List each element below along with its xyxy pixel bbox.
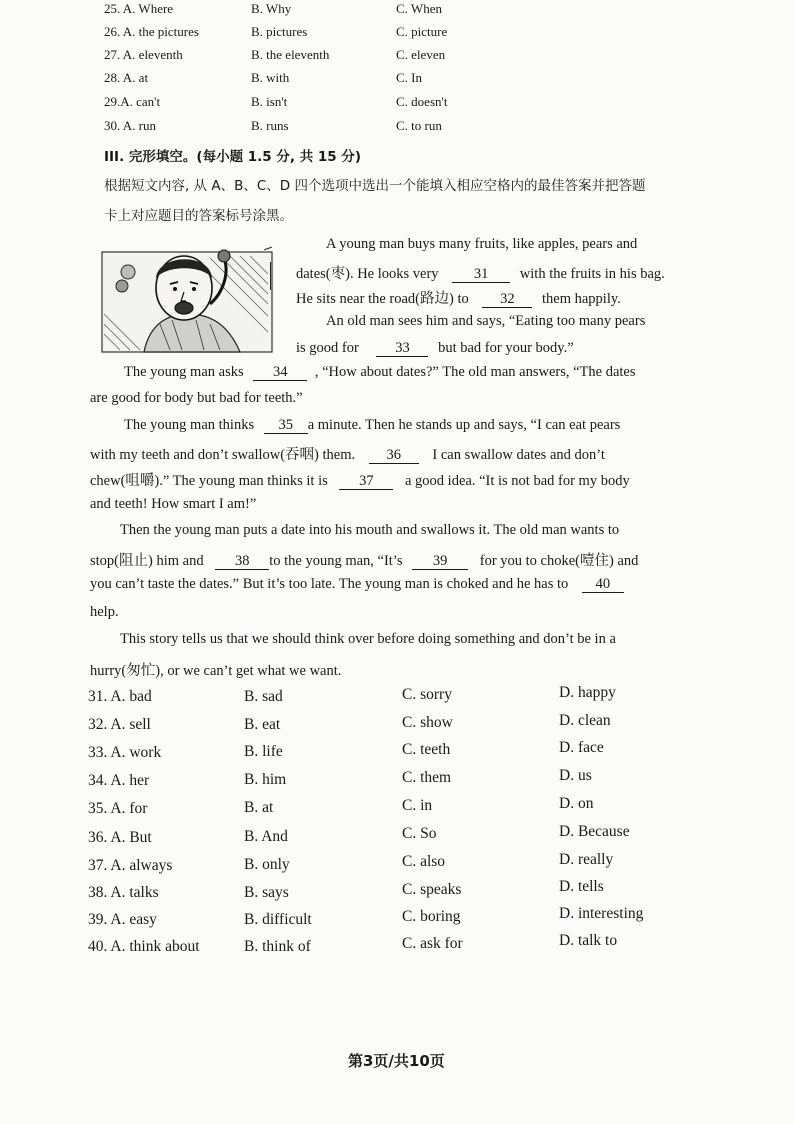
- blank-39: 39: [412, 554, 468, 570]
- option-32-d: D. clean: [559, 712, 611, 729]
- option-row-30-b: B. runs: [251, 118, 289, 133]
- option-40-c: C. ask for: [402, 935, 463, 952]
- passage-p2-line1: An old man sees him and says, “Eating too many pears: [326, 313, 646, 329]
- option-36-a: 36. A. But: [88, 829, 152, 846]
- passage-text: I can swallow dates and don’t: [432, 447, 605, 463]
- passage-text: but bad for your body.”: [438, 340, 574, 356]
- option-row-27-c: C. eleven: [396, 47, 446, 62]
- option-row-29-b: B. isn't: [251, 94, 288, 109]
- passage-text: chew(咀嚼).” The young man thinks it is: [90, 473, 328, 489]
- blank-33: 33: [376, 341, 428, 357]
- option-31-c: C. sorry: [402, 686, 452, 703]
- passage-text: He sits near the road(路边) to: [296, 291, 469, 307]
- option-34-a: 34. A. her: [88, 772, 150, 789]
- option-32-b: B. eat: [244, 716, 281, 733]
- young-man-illustration: [100, 244, 278, 356]
- passage-text: is good for: [296, 340, 359, 356]
- option-row-27-a: 27. A. eleventh: [104, 47, 183, 62]
- passage-text: you can’t taste the dates.” But it’s too late. The young man is choked and he has to: [90, 576, 569, 592]
- option-row-27-b: B. the eleventh: [251, 47, 330, 62]
- blank-31: 31: [452, 267, 510, 283]
- option-row-28-b: B. with: [251, 70, 290, 85]
- decorative-mark: [270, 262, 271, 290]
- passage-text: dates(枣). He looks very: [296, 266, 439, 282]
- option-40-b: B. think of: [244, 938, 311, 955]
- passage-text: to the young man, “It’s: [269, 553, 403, 569]
- passage-p3-line1: [124, 364, 636, 381]
- blank-35: 35: [264, 418, 308, 434]
- option-row-29-c: C. doesn't: [396, 94, 448, 109]
- option-38-a: 38. A. talks: [88, 884, 159, 901]
- blank-40: 40: [582, 577, 624, 593]
- option-row-25-b: B. Why: [251, 1, 292, 16]
- passage-p1-line2: [296, 262, 665, 283]
- passage-p5-line1: Then the young man puts a date into his mouth and swallows it. The old man wants to: [120, 522, 620, 538]
- option-36-c: C. So: [402, 825, 437, 842]
- passage-text: with the fruits in his bag.: [519, 266, 665, 282]
- option-39-c: C. boring: [402, 908, 461, 925]
- passage-p6-line1: This story tells us that we should think over before doing something and don’t be in a: [120, 631, 616, 647]
- option-40-a: 40. A. think about: [88, 938, 200, 955]
- passage-text: a good idea. “It is not bad for my body: [405, 473, 630, 489]
- option-36-b: B. And: [244, 828, 288, 845]
- option-34-d: D. us: [559, 767, 592, 784]
- passage-text: The young man asks: [124, 364, 244, 380]
- option-33-c: C. teeth: [402, 741, 451, 758]
- passage-text: stop(阻止) him and: [90, 553, 204, 569]
- option-34-c: C. them: [402, 769, 452, 786]
- page-number: 第3页/共10页: [348, 1052, 445, 1070]
- option-row-28-a: 28. A. at: [104, 70, 149, 85]
- option-35-b: B. at: [244, 799, 274, 816]
- passage-text: The young man thinks: [124, 417, 255, 433]
- passage-p3-line2: are good for body but bad for teeth.”: [90, 390, 303, 406]
- option-39-b: B. difficult: [244, 911, 312, 928]
- section-instruction-line-2: 卡上对应题目的答案标号涂黑。: [104, 208, 293, 224]
- option-37-b: B. only: [244, 856, 290, 873]
- passage-p1-line3: [296, 287, 621, 308]
- option-row-29-a: 29.A. can't: [104, 94, 161, 109]
- blank-38: 38: [215, 554, 269, 570]
- passage-p6-line2: hurry(匆忙), or we can’t get what we want.: [90, 663, 342, 679]
- passage-p4-line4: and teeth! How smart I am!”: [90, 496, 257, 512]
- option-row-26-c: C. picture: [396, 24, 448, 39]
- option-33-a: 33. A. work: [88, 744, 162, 761]
- passage-p4-line1: [124, 417, 620, 434]
- passage-p5-line4: help.: [90, 604, 119, 620]
- option-35-a: 35. A. for: [88, 800, 148, 817]
- option-32-a: 32. A. sell: [88, 716, 151, 733]
- blank-32: 32: [482, 292, 532, 308]
- option-row-25-c: C. When: [396, 1, 442, 16]
- option-37-c: C. also: [402, 853, 446, 870]
- option-39-d: D. interesting: [559, 905, 644, 922]
- option-row-25-a: 25. A. Where: [104, 1, 174, 16]
- blank-34: 34: [253, 365, 307, 381]
- blank-37: 37: [339, 474, 393, 490]
- option-31-d: D. happy: [559, 684, 616, 701]
- option-row-30-a: 30. A. run: [104, 118, 156, 133]
- blank-36: 36: [369, 448, 419, 464]
- passage-p4-line3: [90, 469, 630, 490]
- option-37-a: 37. A. always: [88, 857, 173, 874]
- passage-p1-line1: A young man buys many fruits, like apples, pears and: [326, 236, 638, 252]
- option-row-30-c: C. to run: [396, 118, 442, 133]
- option-34-b: B. him: [244, 771, 287, 788]
- option-row-28-c: C. In: [396, 70, 422, 85]
- option-33-d: D. face: [559, 739, 604, 756]
- passage-text: for you to choke(噎住) and: [479, 553, 639, 569]
- option-31-b: B. sad: [244, 688, 283, 705]
- passage-p2-line2: [296, 340, 574, 357]
- passage-p5-line2: [90, 549, 638, 570]
- option-37-d: D. really: [559, 851, 614, 868]
- option-40-d: D. talk to: [559, 932, 618, 949]
- passage-p5-line3: [90, 576, 624, 593]
- section-heading: III. 完形填空。(每小题 1.5 分, 共 15 分): [104, 149, 362, 165]
- option-35-c: C. in: [402, 797, 433, 814]
- passage-text: them happily.: [542, 291, 621, 307]
- option-row-26-b: B. pictures: [251, 24, 308, 39]
- passage-p4-line2: [90, 443, 605, 464]
- option-36-d: D. Because: [559, 823, 630, 840]
- option-38-d: D. tells: [559, 878, 604, 895]
- passage-text: , “How about dates?” The old man answers, “The dates: [314, 364, 636, 380]
- passage-text: a minute. Then he stands up and says, “I can eat pears: [307, 417, 621, 433]
- option-32-c: C. show: [402, 714, 453, 731]
- option-31-a: 31. A. bad: [88, 688, 152, 705]
- option-39-a: 39. A. easy: [88, 911, 157, 928]
- option-38-c: C. speaks: [402, 881, 462, 898]
- option-35-d: D. on: [559, 795, 594, 812]
- option-38-b: B. says: [244, 884, 289, 901]
- option-33-b: B. life: [244, 743, 283, 760]
- option-row-26-a: 26. A. the pictures: [104, 24, 199, 39]
- passage-text: with my teeth and don’t swallow(吞咽) them.: [90, 447, 356, 463]
- section-instruction-line-1: 根据短文内容, 从 A、B、C、D 四个选项中选出一个能填入相应空格内的最佳答案并把答题: [104, 178, 646, 194]
